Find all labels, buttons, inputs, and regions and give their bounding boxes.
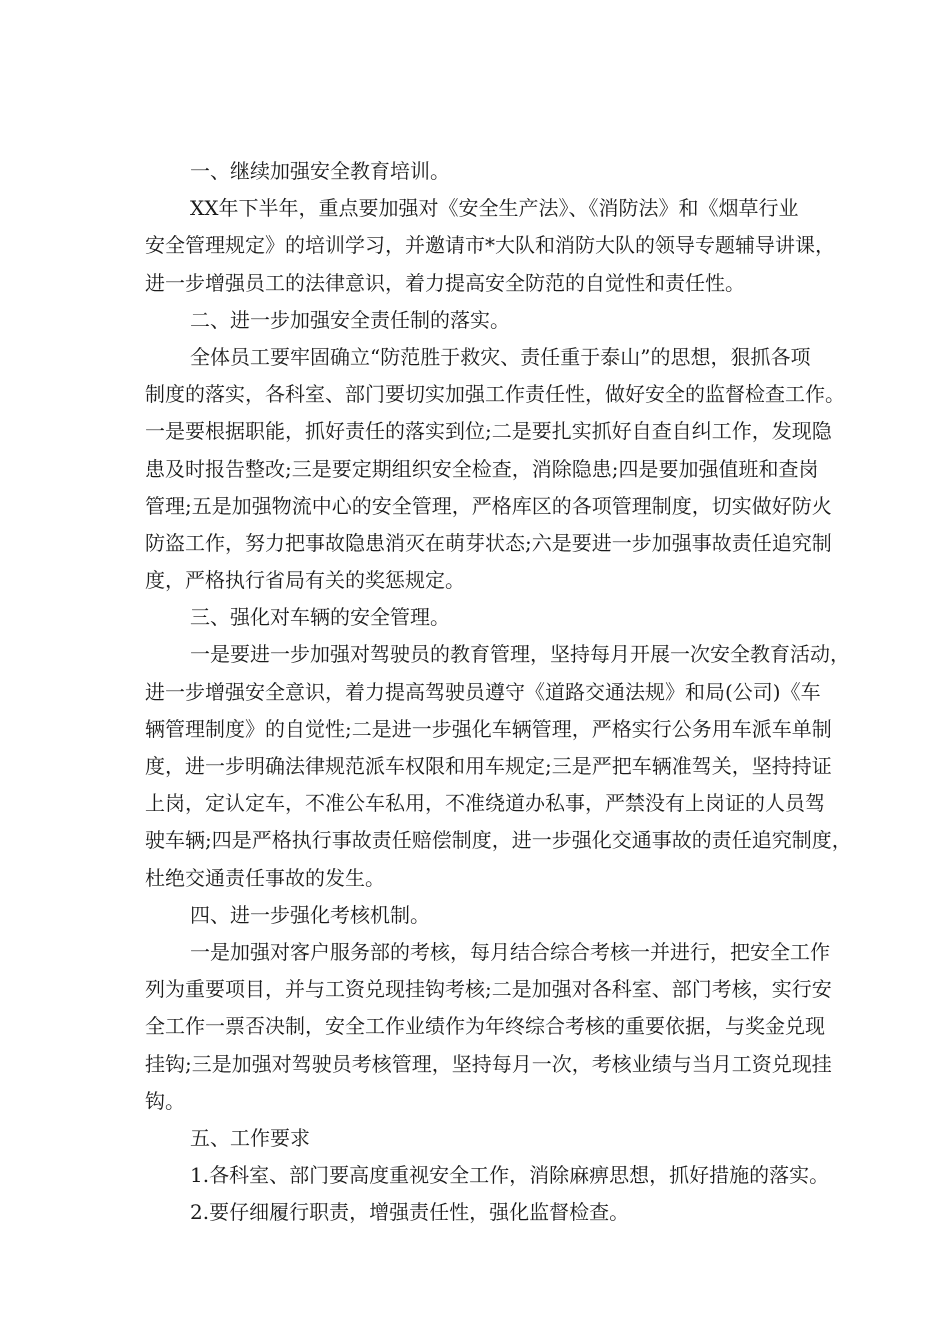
paragraph-line: 辆管理制度》的自觉性;二是进一步强化车辆管理，严格实行公务用车派车单制 bbox=[145, 716, 832, 741]
paragraph-line: 进一步增强安全意识，着力提高驾驶员遵守《道路交通法规》和局(公司)《车 bbox=[145, 679, 821, 704]
paragraph-line: 上岗，定认定车，不准公车私用，不准绕道办私事，严禁没有上岗证的人员驾 bbox=[145, 791, 825, 816]
paragraph-line: 一是要根据职能，抓好责任的落实到位;二是要扎实抓好自查自纠工作，发现隐 bbox=[145, 419, 832, 444]
paragraph-line: 一是要进一步加强对驾驶员的教育管理，坚持每月开展一次安全教育活动， bbox=[190, 642, 850, 667]
paragraph-line: 制度的落实，各科室、部门要切实加强工作责任性，做好安全的监督检查工作。 bbox=[145, 382, 845, 407]
heading-5: 五、工作要求 bbox=[190, 1125, 310, 1150]
heading-3: 三、强化对车辆的安全管理。 bbox=[190, 605, 450, 630]
heading-4: 四、进一步强化考核机制。 bbox=[190, 902, 430, 927]
document-body bbox=[145, 153, 852, 1231]
paragraph-line: 管理;五是加强物流中心的安全管理，严格库区的各项管理制度，切实做好防火 bbox=[145, 493, 832, 518]
list-item: 1.各科室、部门要高度重视安全工作，消除麻痹思想，抓好措施的落实。 bbox=[190, 1163, 830, 1188]
heading-1: 一、继续加强安全教育培训。 bbox=[190, 159, 450, 183]
paragraph-line: 全工作一票否决制，安全工作业绩作为年终综合考核的重要依据，与奖金兑现 bbox=[145, 1014, 825, 1039]
paragraph-line: 患及时报告整改;三是要定期组织安全检查，消除隐患;四是要加强值班和查岗 bbox=[145, 456, 819, 481]
paragraph-line: 挂钩;三是加强对驾驶员考核管理，坚持每月一次，考核业绩与当月工资兑现挂 bbox=[145, 1051, 832, 1076]
paragraph-line: 防盗工作，努力把事故隐患消灭在萌芽状态;六是要进一步加强事故责任追究制 bbox=[145, 530, 832, 555]
paragraph-line: 列为重要项目，并与工资兑现挂钩考核;二是加强对各科室、部门考核，实行安 bbox=[145, 977, 832, 1002]
paragraph-line: 钩。 bbox=[145, 1088, 185, 1113]
paragraph-line: 度，严格执行省局有关的奖惩规定。 bbox=[145, 568, 465, 593]
paragraph-line: 度，进一步明确法律规范派车权限和用车规定;三是严把车辆准驾关，坚持持证 bbox=[145, 754, 832, 778]
paragraph-line: XX年下半年，重点要加强对《安全生产法》、《消防法》和《烟草行业 bbox=[190, 196, 799, 221]
paragraph-line: 全体员工要牢固确立“防范胜于救灾、责任重于泰山”的思想，狠抓各项 bbox=[190, 344, 811, 369]
paragraph-line: 进一步增强员工的法律意识，着力提高安全防范的自觉性和责任性。 bbox=[145, 270, 745, 295]
paragraph-line: 一是加强对客户服务部的考核，每月结合综合考核一并进行，把安全工作 bbox=[190, 939, 830, 964]
list-item: 2.要仔细履行职责，增强责任性，强化监督检查。 bbox=[190, 1200, 630, 1225]
paragraph-line: 驶车辆;四是严格执行事故责任赔偿制度，进一步强化交通事故的责任追究制度， bbox=[145, 828, 852, 853]
paragraph-line: 安全管理规定》的培训学习，并邀请市*大队和消防大队的领导专题辅导讲课， bbox=[145, 233, 835, 258]
paragraph-line: 杜绝交通责任事故的发生。 bbox=[145, 865, 385, 890]
heading-2: 二、进一步加强安全责任制的落实。 bbox=[190, 307, 510, 332]
